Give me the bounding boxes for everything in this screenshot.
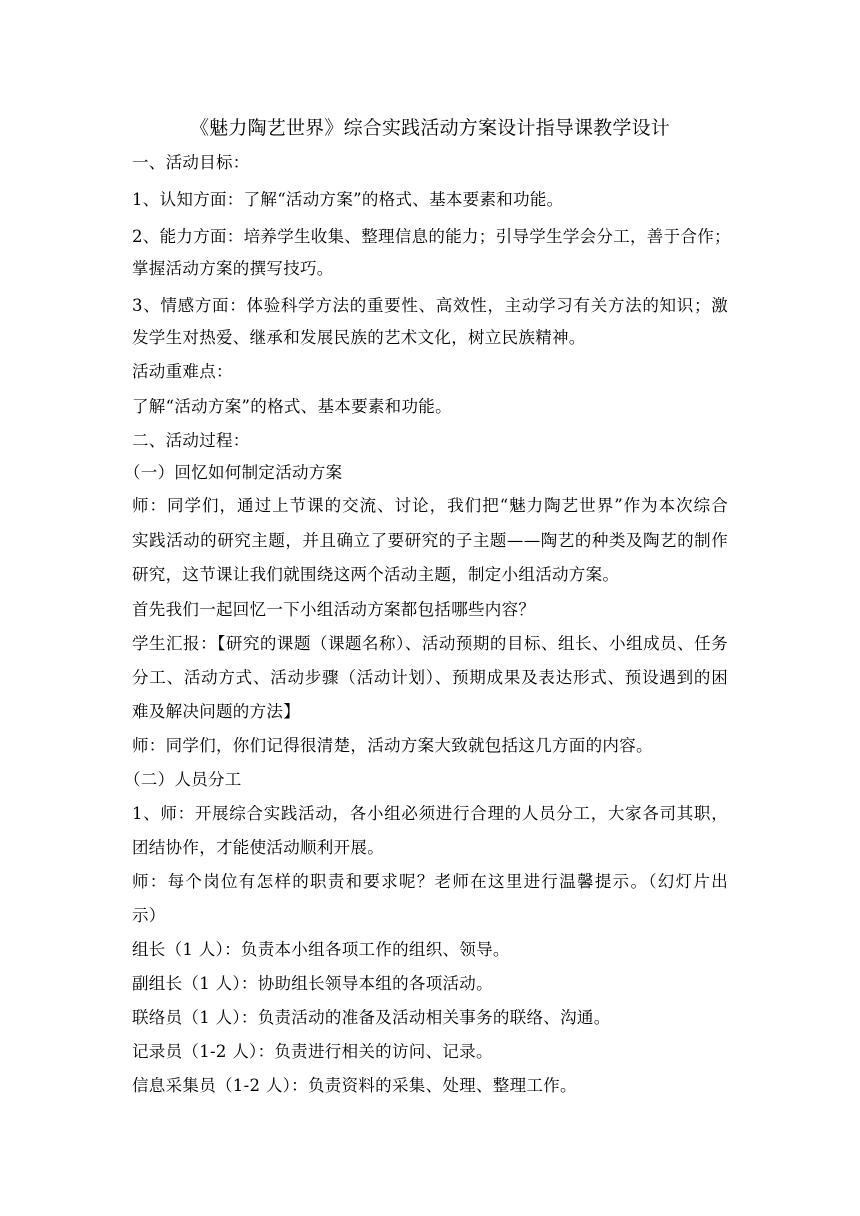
- paragraph-line: 学生汇报：【研究的课题（课题名称）、活动预期的目标、组长、小组成员、任务: [132, 634, 728, 653]
- paragraph-line: 师：同学们，通过上节课的交流、讨论，我们把“魅力陶艺世界”作为本次综合: [132, 496, 728, 515]
- paragraph-line: 分工、活动方式、活动步骤（活动计划）、预期成果及表达形式、预设遇到的困: [132, 668, 728, 687]
- role-item: 联络员（1 人）：负责活动的准备及活动相关事务的联络、沟通。: [132, 1008, 611, 1027]
- subsection-heading: （二）人员分工: [124, 770, 242, 789]
- paragraph-line: 2、能力方面：培养学生收集、整理信息的能力；引导学生学会分工，善于合作；: [132, 227, 731, 246]
- document-title: 《魅力陶艺世界》综合实践活动方案设计指导课教学设计: [189, 117, 670, 139]
- paragraph-line: 研究，这节课让我们就围绕这两个活动主题，制定小组活动方案。: [132, 565, 620, 584]
- paragraph-line: 1、认知方面：了解“活动方案”的格式、基本要素和功能。: [132, 190, 564, 209]
- paragraph-line: 团结协作，才能使活动顺利开展。: [132, 838, 384, 857]
- paragraph-line: 首先我们一起回忆一下小组活动方案都包括哪些内容？: [132, 600, 536, 619]
- subsection-heading: （一）回忆如何制定活动方案: [124, 463, 343, 482]
- paragraph-line: 示）: [132, 906, 166, 925]
- role-item: 记录员（1-2 人）：负责进行相关的访问、记录。: [132, 1042, 493, 1061]
- section-heading-process: 二、活动过程：: [132, 431, 250, 450]
- paragraph-line: 实践活动的研究主题，并且确立了要研究的子主题——陶艺的种类及陶艺的制作: [132, 531, 728, 550]
- paragraph-line: 发学生对热爱、继承和发展民族的艺术文化，树立民族精神。: [132, 328, 586, 347]
- role-item: 信息采集员（1-2 人）：负责资料的采集、处理、整理工作。: [132, 1076, 577, 1095]
- role-item: 组长（1 人）：负责本小组各项工作的组织、领导。: [132, 940, 510, 959]
- paragraph-line: 师：每个岗位有怎样的职责和要求呢？老师在这里进行温馨提示。（幻灯片出: [132, 872, 728, 891]
- paragraph-line: 3、情感方面：体验科学方法的重要性、高效性，主动学习有关方法的知识；激: [132, 296, 728, 315]
- section-heading-key-points: 活动重难点：: [132, 362, 233, 381]
- role-item: 副组长（1 人）：协助组长领导本组的各项活动。: [132, 974, 493, 993]
- paragraph-line: 了解“活动方案”的格式、基本要素和功能。: [132, 397, 452, 416]
- paragraph-line: 师：同学们，你们记得很清楚，活动方案大致就包括这几方面的内容。: [132, 736, 653, 755]
- section-heading-goals: 一、活动目标：: [132, 153, 250, 172]
- paragraph-line: 难及解决问题的方法】: [132, 702, 300, 721]
- paragraph-line: 掌握活动方案的撰写技巧。: [132, 259, 334, 278]
- paragraph-line: 1、师：开展综合实践活动，各小组必须进行合理的人员分工，大家各司其职，: [132, 804, 728, 823]
